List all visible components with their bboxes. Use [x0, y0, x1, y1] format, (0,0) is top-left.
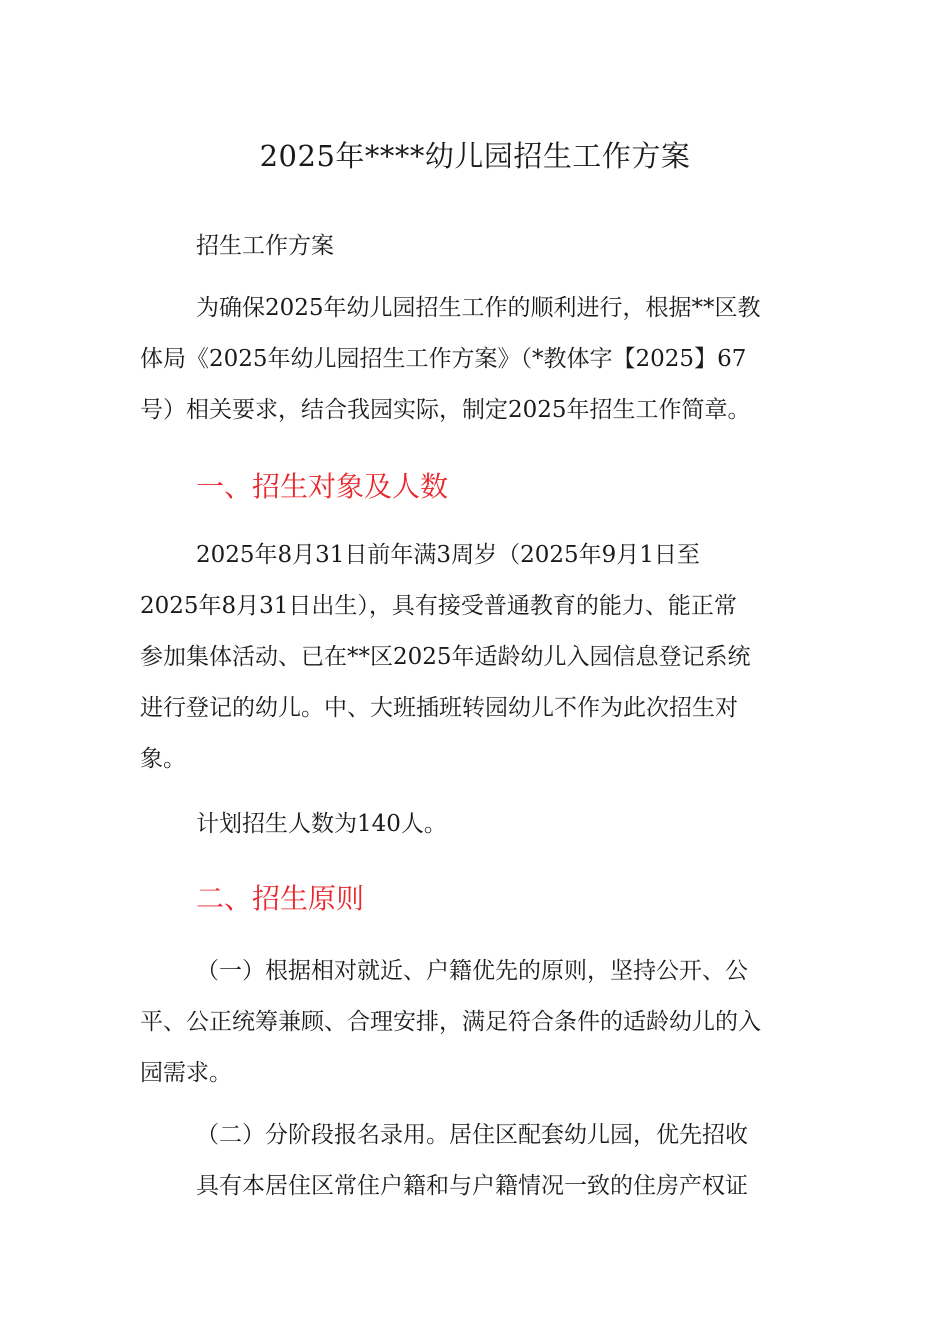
section2-heading: 二、招生原则	[196, 882, 365, 915]
intro-line-2: 体局《2025年幼儿园招生工作方案》（*教体字【2025】67	[140, 346, 747, 372]
section2-para1-line-2: 平、公正统筹兼顾、合理安排，满足符合条件的适龄幼儿的入	[140, 1009, 761, 1035]
section2-para1-line-3: 园需求。	[140, 1060, 232, 1086]
document-title: 2025年****幼儿园招生工作方案	[259, 139, 691, 173]
section2-para1-line-1: （一）根据相对就近、户籍优先的原则，坚持公开、公	[196, 958, 748, 984]
section1-para2: 计划招生人数为140人。	[196, 811, 447, 837]
section2-para2-line-1: （二）分阶段报名录用。居住区配套幼儿园，优先招收	[196, 1122, 748, 1148]
section2-para2-line-2: 具有本居住区常住户籍和与户籍情况一致的住房产权证	[196, 1173, 748, 1199]
section1-para1-line-1: 2025年8月31日前年满3周岁（2025年9月1日至	[196, 542, 700, 568]
section1-para1-line-5: 象。	[140, 746, 186, 772]
section1-para1-line-3: 参加集体活动、已在**区2025年适龄幼儿入园信息登记系统	[140, 644, 751, 670]
intro-line-3: 号）相关要求，结合我园实际，制定2025年招生工作简章。	[140, 397, 751, 423]
subtitle: 招生工作方案	[196, 233, 334, 259]
intro-line-1: 为确保2025年幼儿园招生工作的顺利进行，根据**区教	[196, 295, 761, 321]
section1-para1-line-2: 2025年8月31日出生），具有接受普通教育的能力、能正常	[140, 593, 737, 619]
section1-para1-line-4: 进行登记的幼儿。中、大班插班转园幼儿不作为此次招生对	[140, 695, 738, 721]
section1-heading: 一、招生对象及人数	[196, 470, 449, 503]
